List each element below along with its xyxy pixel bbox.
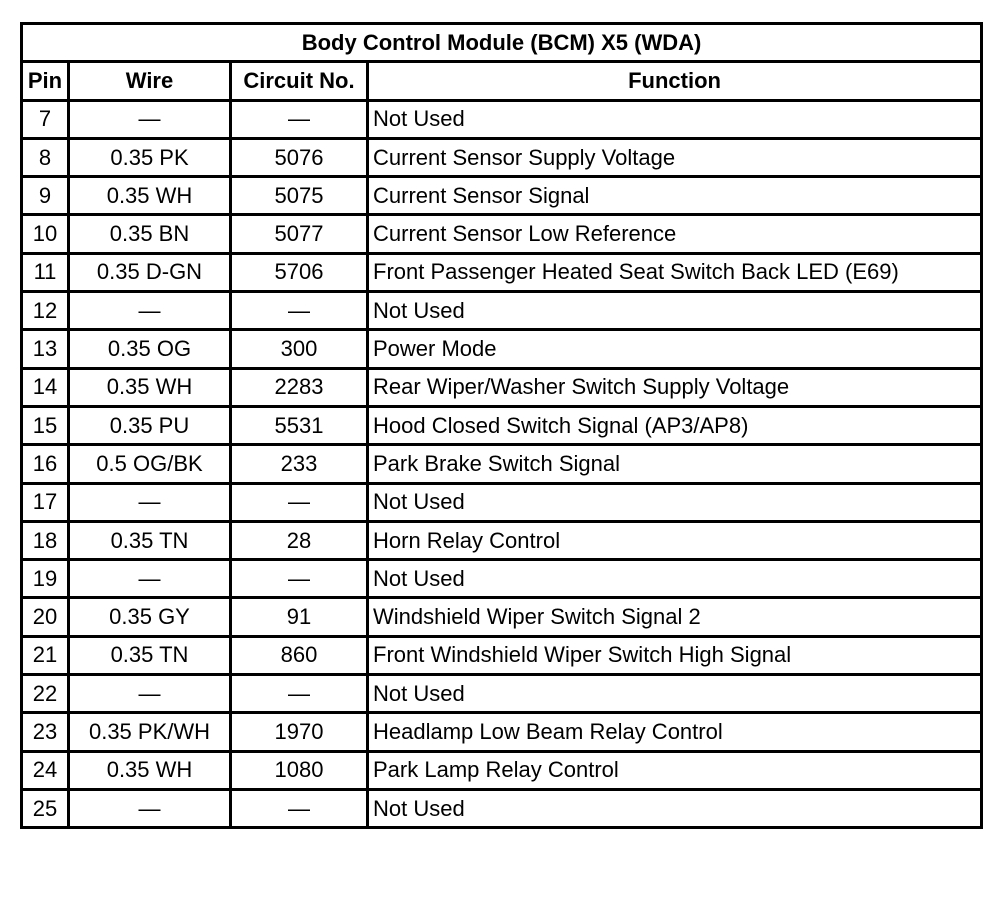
table-title: Body Control Module (BCM) X5 (WDA): [22, 24, 982, 62]
function-cell: Not Used: [368, 789, 982, 827]
pin-cell: 23: [22, 713, 69, 751]
wire-cell: —: [69, 483, 231, 521]
pin-cell: 20: [22, 598, 69, 636]
table-row: [22, 368, 982, 406]
table-row: [22, 521, 982, 559]
table-row: [22, 560, 982, 598]
circuit-cell: 5076: [231, 138, 368, 176]
pin-cell: 11: [22, 253, 69, 291]
function-cell: Not Used: [368, 292, 982, 330]
function-cell: Windshield Wiper Switch Signal 2: [368, 598, 982, 636]
wire-cell: 0.35 WH: [69, 368, 231, 406]
table-row: [22, 751, 982, 789]
table-row: [22, 100, 982, 138]
function-cell: Current Sensor Low Reference: [368, 215, 982, 253]
circuit-cell: 1080: [231, 751, 368, 789]
circuit-cell: 2283: [231, 368, 368, 406]
pin-cell: 22: [22, 675, 69, 713]
circuit-cell: —: [231, 789, 368, 827]
wire-cell: 0.35 WH: [69, 751, 231, 789]
table-row: [22, 215, 982, 253]
function-cell: Not Used: [368, 560, 982, 598]
function-cell: Front Windshield Wiper Switch High Signal: [368, 636, 982, 674]
function-cell: Rear Wiper/Washer Switch Supply Voltage: [368, 368, 982, 406]
table-row: [22, 483, 982, 521]
function-cell: Not Used: [368, 100, 982, 138]
wire-cell: —: [69, 560, 231, 598]
circuit-cell: —: [231, 675, 368, 713]
wire-cell: —: [69, 292, 231, 330]
wire-cell: 0.5 OG/BK: [69, 445, 231, 483]
table-row: [22, 445, 982, 483]
pin-cell: 9: [22, 177, 69, 215]
circuit-cell: —: [231, 292, 368, 330]
table-row: [22, 789, 982, 827]
function-cell: Horn Relay Control: [368, 521, 982, 559]
wire-cell: 0.35 PK/WH: [69, 713, 231, 751]
circuit-cell: 300: [231, 330, 368, 368]
wire-cell: 0.35 D-GN: [69, 253, 231, 291]
circuit-cell: 5706: [231, 253, 368, 291]
table-row: [22, 598, 982, 636]
table-row: [22, 713, 982, 751]
circuit-cell: 233: [231, 445, 368, 483]
pin-cell: 24: [22, 751, 69, 789]
table-row: [22, 330, 982, 368]
pin-cell: 21: [22, 636, 69, 674]
pin-cell: 14: [22, 368, 69, 406]
function-cell: Park Brake Switch Signal: [368, 445, 982, 483]
table-row: [22, 138, 982, 176]
pin-cell: 17: [22, 483, 69, 521]
pin-cell: 13: [22, 330, 69, 368]
table-row: [22, 406, 982, 444]
circuit-cell: 5077: [231, 215, 368, 253]
wire-cell: 0.35 TN: [69, 636, 231, 674]
pin-cell: 12: [22, 292, 69, 330]
wire-cell: 0.35 OG: [69, 330, 231, 368]
circuit-cell: 860: [231, 636, 368, 674]
circuit-cell: —: [231, 100, 368, 138]
circuit-cell: —: [231, 560, 368, 598]
pin-cell: 8: [22, 138, 69, 176]
pin-cell: 10: [22, 215, 69, 253]
wire-cell: 0.35 WH: [69, 177, 231, 215]
function-cell: Power Mode: [368, 330, 982, 368]
circuit-cell: 28: [231, 521, 368, 559]
function-cell: Current Sensor Signal: [368, 177, 982, 215]
function-cell: Not Used: [368, 483, 982, 521]
table-body: [22, 100, 982, 828]
header-pin: Pin: [22, 62, 69, 100]
table-row: [22, 636, 982, 674]
wire-cell: 0.35 BN: [69, 215, 231, 253]
function-cell: Headlamp Low Beam Relay Control: [368, 713, 982, 751]
function-cell: Front Passenger Heated Seat Switch Back LED (E69): [368, 253, 982, 291]
table-row: [22, 675, 982, 713]
pin-cell: 19: [22, 560, 69, 598]
circuit-cell: 5075: [231, 177, 368, 215]
function-cell: Hood Closed Switch Signal (AP3/AP8): [368, 406, 982, 444]
function-cell: Not Used: [368, 675, 982, 713]
wire-cell: —: [69, 789, 231, 827]
pin-cell: 16: [22, 445, 69, 483]
wire-cell: —: [69, 100, 231, 138]
circuit-cell: 1970: [231, 713, 368, 751]
circuit-cell: —: [231, 483, 368, 521]
pin-cell: 15: [22, 406, 69, 444]
connector-pinout-table: [20, 22, 983, 829]
circuit-cell: 91: [231, 598, 368, 636]
wire-cell: 0.35 GY: [69, 598, 231, 636]
table-row: [22, 177, 982, 215]
header-function: Function: [368, 62, 982, 100]
circuit-cell: 5531: [231, 406, 368, 444]
pin-cell: 7: [22, 100, 69, 138]
pin-cell: 25: [22, 789, 69, 827]
wire-cell: —: [69, 675, 231, 713]
function-cell: Park Lamp Relay Control: [368, 751, 982, 789]
table-header-row: [22, 62, 982, 100]
table-row: [22, 292, 982, 330]
wire-cell: 0.35 TN: [69, 521, 231, 559]
function-cell: Current Sensor Supply Voltage: [368, 138, 982, 176]
table-title-row: [22, 24, 982, 62]
table-row: [22, 253, 982, 291]
header-wire: Wire: [69, 62, 231, 100]
wire-cell: 0.35 PU: [69, 406, 231, 444]
pin-cell: 18: [22, 521, 69, 559]
wire-cell: 0.35 PK: [69, 138, 231, 176]
header-circuit-no: Circuit No.: [231, 62, 368, 100]
